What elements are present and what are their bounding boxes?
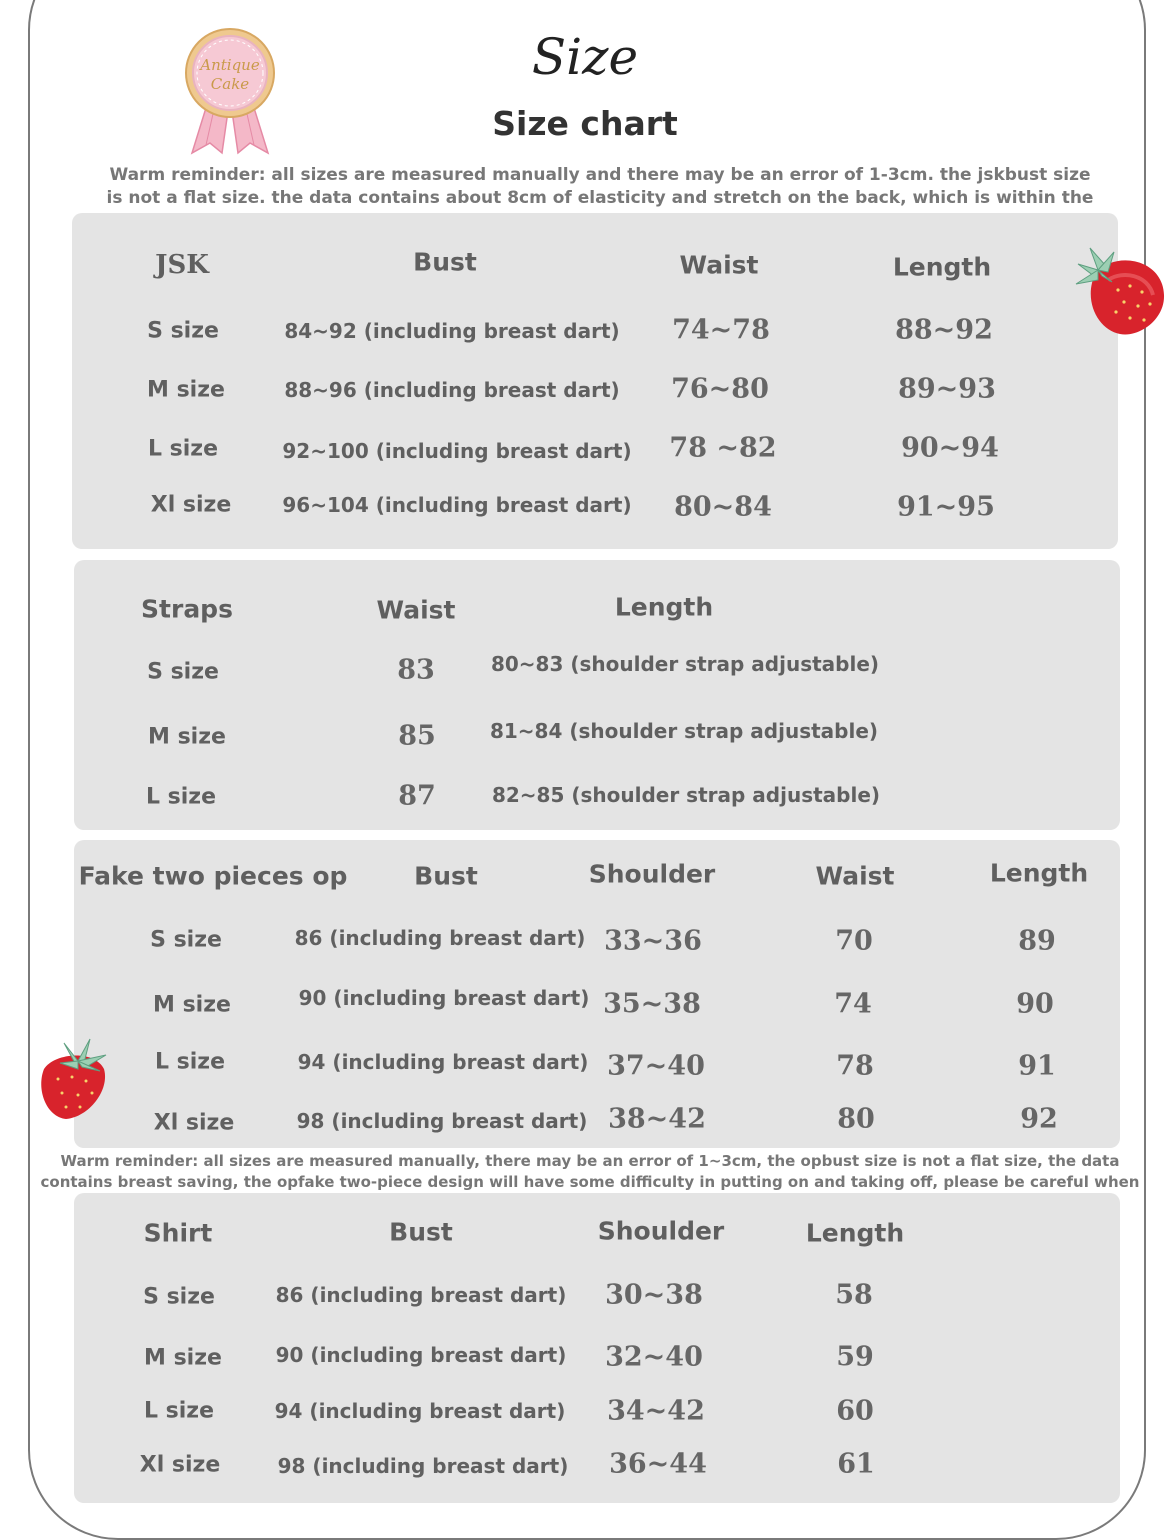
straps-waist-value: 87 <box>398 780 436 812</box>
strawberry-icon <box>34 1035 112 1121</box>
shirt-bust-value: 98 (including breast dart) <box>277 1454 569 1478</box>
straps-row-label: S size <box>147 659 219 685</box>
op-length-value: 91 <box>1018 1050 1056 1082</box>
shirt-header-bust: Bust <box>389 1217 453 1247</box>
op-header-length: Length <box>989 858 1089 888</box>
op-waist-value: 70 <box>835 925 873 957</box>
shirt-row-label: L size <box>143 1398 215 1424</box>
shirt-header-length: Length <box>805 1218 905 1248</box>
shirt-shoulder-value: 36~44 <box>609 1448 707 1480</box>
straps-row-label: M size <box>148 724 226 750</box>
op-bust-value: 98 (including breast dart) <box>296 1109 588 1133</box>
shirt-bust-value: 94 (including breast dart) <box>274 1399 566 1423</box>
op-size-table <box>74 840 1120 1148</box>
straps-waist-value: 83 <box>397 654 435 686</box>
op-header-waist: Waist <box>815 861 895 891</box>
shirt-header-shoulder: Shoulder <box>597 1216 725 1246</box>
shirt-shoulder-value: 32~40 <box>605 1341 703 1373</box>
jsk-waist-value: 80~84 <box>674 491 772 523</box>
shirt-length-value: 59 <box>836 1341 874 1373</box>
middle-reminder-note: Warm reminder: all sizes are measured manually, there may be an error of 1~3cm, the opbust size is not a flat size, the data contains breast saving, the opfake two-piece design will have some difficulty in putting on and taking off, please be careful when <box>40 1152 1140 1191</box>
straps-waist-value: 85 <box>398 720 436 752</box>
jsk-header-label: JSK <box>155 250 209 280</box>
jsk-waist-value: 76~80 <box>671 373 769 405</box>
op-waist-value: 78 <box>836 1050 874 1082</box>
jsk-header-bust: Bust <box>413 247 477 277</box>
shirt-length-value: 60 <box>836 1395 874 1427</box>
jsk-row-label: L size <box>147 436 219 462</box>
top-reminder-note: Warm reminder: all sizes are measured manually and there may be an error of 1-3cm. the jskbust size is not a flat size. the data contains about 8cm of elasticity and stretch on the back, which is within the <box>106 165 1094 208</box>
op-bust-value: 86 (including breast dart) <box>294 926 586 950</box>
straps-size-table <box>74 560 1120 830</box>
op-row-label: Xl size <box>153 1110 235 1136</box>
straps-row-label: L size <box>145 784 217 810</box>
straps-header-label: Straps <box>141 594 233 624</box>
jsk-length-value: 88~92 <box>895 314 993 346</box>
op-row-label: M size <box>153 992 231 1018</box>
jsk-bust-value: 92~100 (including breast dart) <box>282 439 632 463</box>
op-length-value: 92 <box>1020 1103 1058 1135</box>
jsk-row-label: S size <box>147 318 219 344</box>
page-title: Size chart <box>492 104 678 143</box>
jsk-row-label: Xl size <box>150 492 232 518</box>
op-shoulder-value: 38~42 <box>608 1103 706 1135</box>
straps-header-waist: Waist <box>376 595 456 625</box>
shirt-row-label: M size <box>144 1345 222 1371</box>
op-shoulder-value: 33~36 <box>604 925 702 957</box>
jsk-header-waist: Waist <box>679 250 759 280</box>
op-bust-value: 90 (including breast dart) <box>298 986 590 1010</box>
shirt-header-label: Shirt <box>143 1218 213 1248</box>
jsk-bust-value: 96~104 (including breast dart) <box>282 493 632 517</box>
op-waist-value: 80 <box>837 1103 875 1135</box>
op-row-label: S size <box>150 927 222 953</box>
jsk-length-value: 91~95 <box>897 491 995 523</box>
straps-length-value: 82~85 (shoulder strap adjustable) <box>491 783 881 807</box>
straps-length-value: 81~84 (shoulder strap adjustable) <box>489 719 879 743</box>
shirt-length-value: 58 <box>835 1279 873 1311</box>
shirt-length-value: 61 <box>837 1448 875 1480</box>
shirt-size-table <box>74 1193 1120 1503</box>
shirt-bust-value: 86 (including breast dart) <box>275 1283 567 1307</box>
logo-text-line2: Cake <box>210 75 250 93</box>
script-title: Size <box>531 28 639 86</box>
jsk-length-value: 90~94 <box>901 432 999 464</box>
shirt-shoulder-value: 34~42 <box>607 1395 705 1427</box>
jsk-bust-value: 84~92 (including breast dart) <box>284 319 620 343</box>
op-length-value: 89 <box>1018 925 1056 957</box>
shirt-row-label: Xl size <box>139 1452 221 1478</box>
logo-text-line1: Antique <box>200 56 260 74</box>
jsk-bust-value: 88~96 (including breast dart) <box>284 378 620 402</box>
op-header-label: Fake two pieces op <box>78 861 348 891</box>
op-shoulder-value: 37~40 <box>607 1050 705 1082</box>
op-length-value: 90 <box>1016 988 1054 1020</box>
jsk-length-value: 89~93 <box>898 373 996 405</box>
shirt-row-label: S size <box>143 1284 215 1310</box>
jsk-waist-value: 78 ~82 <box>669 432 777 464</box>
shirt-shoulder-value: 30~38 <box>605 1279 703 1311</box>
straps-length-value: 80~83 (shoulder strap adjustable) <box>490 652 880 676</box>
jsk-size-table <box>72 213 1118 549</box>
op-row-label: L size <box>154 1049 226 1075</box>
op-bust-value: 94 (including breast dart) <box>297 1050 589 1074</box>
strawberry-icon <box>1068 240 1168 340</box>
straps-header-length: Length <box>614 592 714 622</box>
jsk-row-label: M size <box>147 377 225 403</box>
op-waist-value: 74 <box>834 988 872 1020</box>
op-header-bust: Bust <box>414 861 478 891</box>
op-shoulder-value: 35~38 <box>603 988 701 1020</box>
shirt-bust-value: 90 (including breast dart) <box>275 1343 567 1367</box>
jsk-header-length: Length <box>892 252 992 282</box>
op-header-shoulder: Shoulder <box>588 859 716 889</box>
jsk-waist-value: 74~78 <box>672 314 770 346</box>
